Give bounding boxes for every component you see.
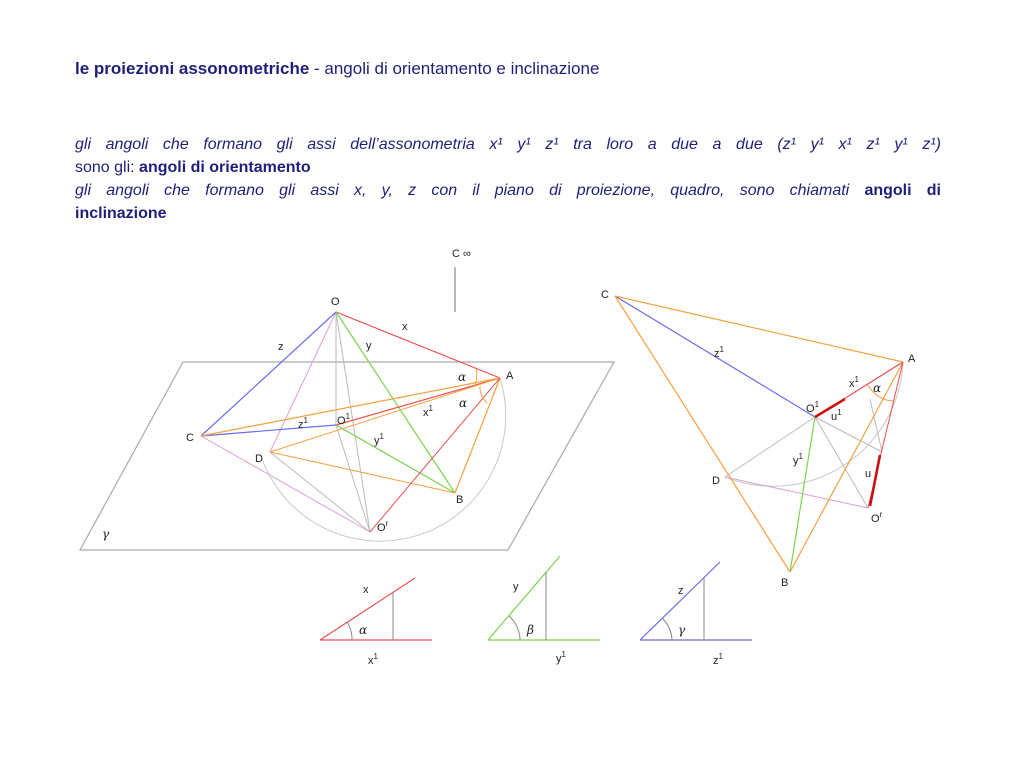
x-axis [336, 312, 500, 378]
z1-axis [201, 425, 336, 436]
triangle-x-angle-arc [347, 622, 352, 640]
label-a: A [506, 370, 514, 382]
paragraph-line-4: inclinazione [75, 205, 167, 222]
triangle-y-label-proj: $y^1$ [556, 650, 566, 665]
left-figure [80, 248, 614, 550]
triangle-z [640, 562, 752, 667]
triangle-x [320, 578, 432, 667]
title-bold: le proiezioni assonometriche [75, 59, 310, 78]
triangle-y-label-axis: y [513, 581, 519, 593]
paragraph-line-1: gli angoli che formano gli assi dell’assonometria x¹ y¹ z¹ tra loro a due a due (z¹ y¹ x¹ z¹ y¹ z¹) [75, 136, 941, 153]
label-z1: $z^1$ [298, 416, 308, 431]
c-or-violet [201, 436, 370, 532]
o1-d-grey [725, 417, 815, 477]
right-label-c: C [601, 289, 609, 301]
right-label-b: B [781, 577, 789, 589]
right-label-u1: $u^1$ [831, 408, 842, 423]
label-o1: $O^1$ [337, 412, 351, 427]
label-y1: $y^1$ [374, 432, 384, 447]
right-trace-cb [615, 296, 790, 572]
right-label-a: A [908, 353, 916, 365]
right-label-y1: $y^1$ [793, 452, 803, 467]
right-label-o-r: $O^r$ [871, 510, 883, 525]
right-label-x1: $x^1$ [849, 375, 859, 390]
picture-plane [80, 362, 614, 550]
segment-u [870, 455, 880, 506]
label-y: y [366, 340, 372, 352]
label-b: B [456, 494, 464, 506]
y-axis [336, 312, 455, 493]
trace-ca [201, 378, 500, 436]
triangle-y-angle-arc [509, 616, 520, 640]
label-alpha-1: α [458, 370, 467, 384]
paragraph-line-2-bold: angoli di orientamento [139, 159, 311, 176]
label-x1: $x^1$ [423, 404, 433, 419]
label-gamma: γ [102, 527, 110, 541]
right-label-d: D [712, 475, 720, 487]
right-trace-ca [615, 296, 903, 362]
label-o-r: $O^r$ [377, 519, 389, 534]
grey-vertical [870, 399, 882, 452]
label-z: z [278, 341, 284, 353]
right-label-o1: $O^1$ [806, 400, 820, 415]
triangle-z-label-axis: z [678, 585, 684, 597]
label-alpha-2: α [459, 396, 468, 410]
triangle-z-label-proj: $z^1$ [713, 652, 723, 667]
right-label-z1: $z^1$ [714, 345, 724, 360]
d-or-line [270, 452, 370, 532]
triangle-z-label-angle: γ [678, 623, 686, 637]
z-axis [201, 312, 336, 436]
paragraph-line-2-plain: sono gli: [75, 159, 140, 176]
label-d: D [255, 453, 263, 465]
triangle-y-label-angle: β [527, 623, 534, 637]
triangle-x-label-proj: $x^1$ [368, 652, 378, 667]
paragraph-line-3-text: gli angoli che formano gli assi x, y, z con il piano di proiezione, quadro, sono chiamati [75, 182, 865, 199]
label-o: O [331, 296, 340, 308]
label-c: C [186, 432, 194, 444]
triangle-x-label-angle: α [359, 623, 368, 637]
right-label-alpha: α [873, 381, 882, 395]
title-rest: - angoli di orientamento e inclinazione [309, 59, 600, 78]
right-label-u: u [865, 468, 872, 480]
trace-db [270, 452, 455, 493]
o-d-violet [270, 312, 336, 452]
triangle-y [488, 556, 600, 665]
trace-da [270, 378, 500, 452]
label-x: x [402, 321, 408, 333]
right-figure [601, 289, 916, 589]
triangle-z-angle-arc [662, 618, 672, 640]
paragraph-line-3-bold: angoli di [864, 182, 941, 199]
triangle-x-label-axis: x [363, 584, 369, 596]
label-c-infinity: C ∞ [452, 248, 471, 260]
triangle-y-hyp [488, 556, 560, 640]
